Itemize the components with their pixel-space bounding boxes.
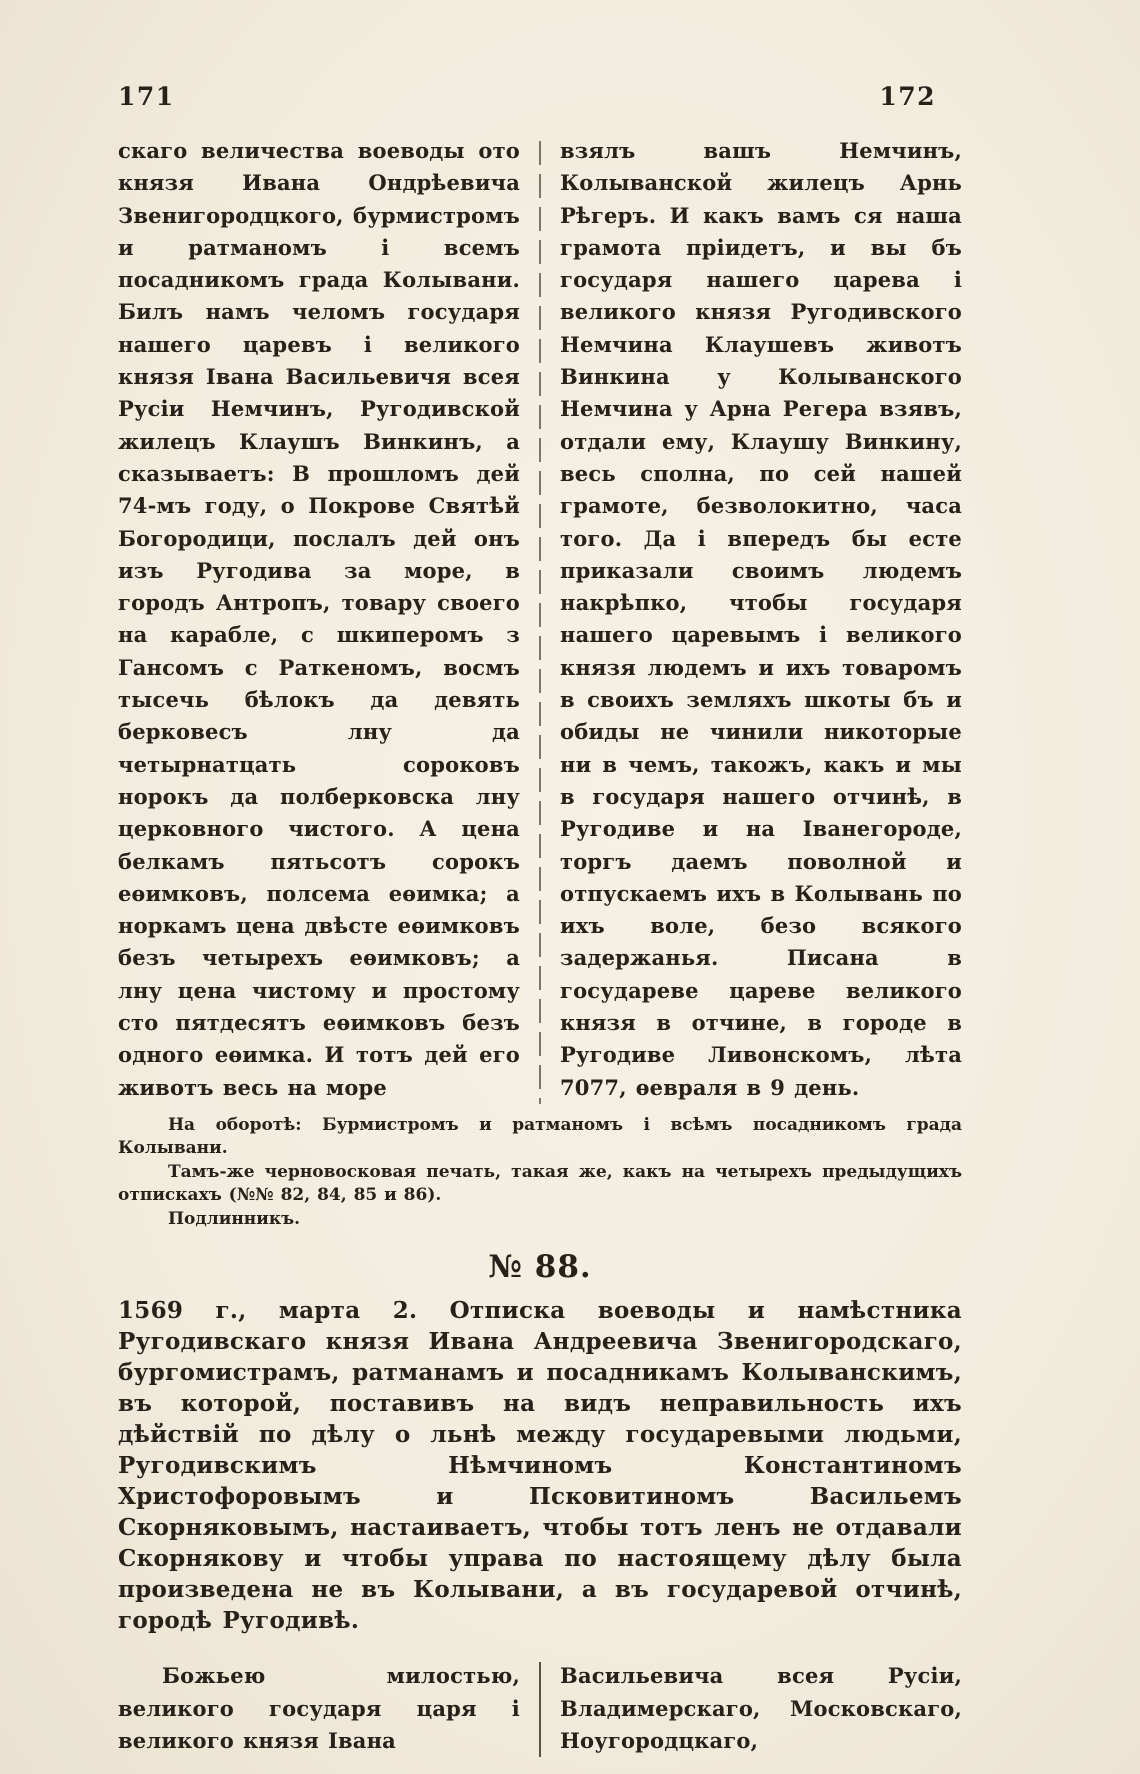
document-87-left-column: скаго величества воеводы ото князя Ивана Ондрѣевича Звенигородцкого, бурмистромъ и ратманомъ і всемъ посадникомъ града Колывани. Билъ намъ челомъ государя нашего царевъ і великого князя Івана Васильевичя всея Русіи Немчинъ, Ругодивской жилецъ Клаушъ Винкинъ, а сказываетъ: В прошломъ дей 74-мъ году, о Покрове Святѣй Богородици, послалъ дей онъ изъ Ругодива за море, в городъ Антропъ, товару своего на карабле, с шкиперомъ з Гансомъ с Раткеномъ, восмъ тысечь бѣлокъ да девять берковесъ лну да четырнатцать сороковъ норокъ да полберковска лну церковного чистого. А цена белкамъ пятьсотъ сорокъ еѳимковъ, полсема еѳимка; а норкамъ цена двѣсте еѳимковъ безъ четырехъ еѳимковъ; а лну цена чистому и простому сто пятдесятъ еѳимковъ безъ одного еѳимка. И тотъ дей его животъ весь на море xyxy=(118,138,520,1100)
note-seal: Тамъ-же черновосковая печать, такая же, какъ на четырехъ предыдущихъ отпискахъ (№№ 82, 84, 85 и 86). xyxy=(118,1161,962,1206)
book-page xyxy=(118,82,962,1757)
document-88-heading: № 88. xyxy=(488,1249,592,1286)
archival-notes xyxy=(118,1114,962,1232)
document-88-summary: 1569 г., марта 2. Отписка воеводы и намѣстника Ругодивскаго князя Ивана Андреевича Звенигородскаго, бургомистрамъ, ратманамъ и посадникамъ Колыванскимъ, въ которой, поставивъ на видъ неправильность ихъ дѣйствій по дѣлу о льнѣ между государевыми людьми, Ругодивскимъ Нѣмчиномъ Константиномъ Христофоровымъ и Псковитиномъ Васильемъ Скорняковымъ, настаиваетъ, чтобы тотъ ленъ не отдавали Скорнякову и чтобы управа по настоящему дѣлу была произведена не въ Колывани, а въ государевой отчинѣ, городѣ Ругодивѣ. xyxy=(118,1297,962,1635)
note-original: Подлинникъ. xyxy=(168,1208,301,1229)
column-divider-bottom xyxy=(539,1662,541,1757)
page-number-left: 171 xyxy=(118,82,175,111)
document-88-left-column: Божьею милостью, великого государя царя і великого князя Івана xyxy=(118,1663,520,1753)
note-reverse xyxy=(118,1114,962,1161)
page-number-right: 172 xyxy=(879,82,936,111)
document-88-body xyxy=(118,1660,962,1757)
note-reverse-label: На оборотѣ: xyxy=(168,1114,302,1135)
column-divider-top xyxy=(539,141,541,1104)
note-reverse-text: Бурмистромъ и ратманомъ і всѣмъ посадникомъ града Колывани. xyxy=(118,1114,963,1159)
page-header xyxy=(118,82,962,111)
document-87-right-column: взялъ вашъ Немчинъ, Колыванской жилецъ Арнь Рѣгеръ. И какъ вамъ ся наша грамота пріидетъ, и вы бъ государя нашего царева і великого князя Ругодивского Немчина Клаушевъ животъ Винкина у Колыванского Немчина у Арна Регера взявъ, отдали ему, Клаушу Винкину, весь сполна, по сей нашей грамоте, безволокитно, часа того. Да і впередъ бы есте приказали своимъ людемъ накрѣпко, чтобы государя нашего царевымъ і великого князя людемъ и ихъ товаромъ в своихъ земляхъ шкоты бъ и обиды не чинили никоторые ни в чемъ, такожъ, какъ и мы в государя нашего отчинѣ, в Ругодиве и на Іванегороде, торгъ даемъ поволной и отпускаемъ ихъ в Колывань по ихъ воле, безо всякого задержанья. Писана в государеве цареве великого князя в отчине, в городе в Ругодиве Ливонскомъ, лѣта 7077, ѳевраля в 9 день. xyxy=(560,138,962,1100)
document-88-right-column: Васильевича всея Русіи, Владимерскаго, Московскаго, Ноугородцкаго, xyxy=(560,1663,962,1753)
document-87-body xyxy=(118,135,962,1104)
